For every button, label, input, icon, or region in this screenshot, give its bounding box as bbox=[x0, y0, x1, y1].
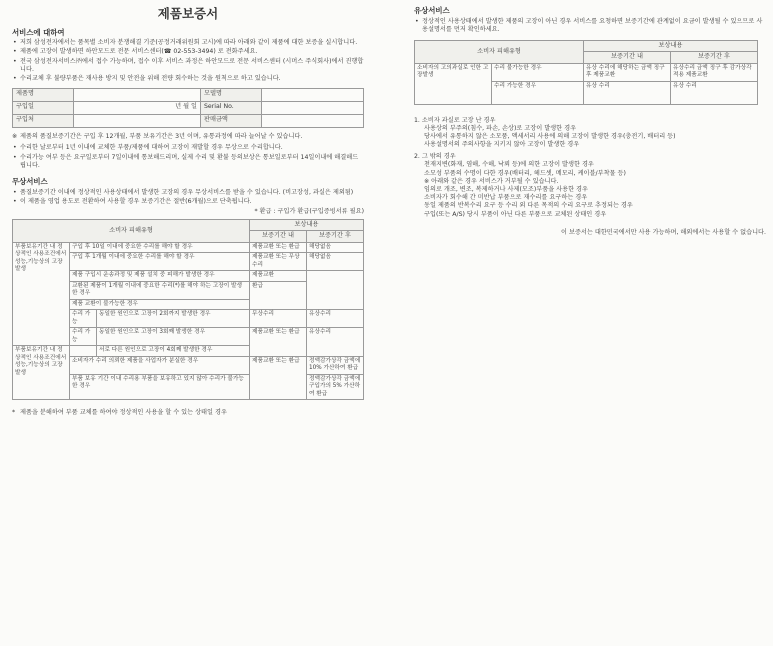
exclusion-line: 사용상의 부주의(침수, 파손, 손상)로 고장이 발생한 경우 bbox=[424, 124, 577, 132]
paid-service-heading: 유상서비스 bbox=[414, 6, 450, 15]
refund-note: * 환급 : 구입가 환급(구입증빙서류 필요) bbox=[254, 208, 364, 216]
service-bullet: • 제품에 고장이 발생하면 하안모드로 전문 서비스센터(☎ 02-553-3494) 로 전화주세요. bbox=[12, 48, 364, 56]
after-period-cell: 유상수리 금액 징구 후 감가상각 적용 제품교환 bbox=[671, 63, 758, 81]
repair-possible-cell: 수리 가능 bbox=[70, 310, 97, 328]
damage-type-cell: 동일한 원인으로 고장이 2회까지 발생한 경우 bbox=[97, 310, 250, 328]
left-column bbox=[12, 6, 364, 418]
after-period-cell bbox=[307, 271, 364, 310]
exclusion-item bbox=[414, 153, 766, 219]
exclusion-title: 2. 그 밖의 경우 bbox=[414, 153, 456, 161]
table-row bbox=[13, 102, 364, 115]
exclusion-line: 동일 제품의 반복수리 요구 등 수리 외 다른 목적의 수리 요구로 추정되는 경우 bbox=[424, 202, 633, 210]
sale-price-field[interactable] bbox=[262, 115, 364, 128]
header-after-period: 보증기간 후 bbox=[671, 52, 758, 63]
damage-type-cell: 구입 후 1개월 이내에 중요한 수리를 해야 할 경우 bbox=[70, 253, 250, 271]
damage-type-cell: 부품 보유 기간 이내 수리용 부품을 보유하고 있지 않아 수리가 불가능한 경우 bbox=[70, 374, 250, 400]
paid-service-bullet: • 정상적인 사용상태에서 발생한 제품의 고장이 아닌 경우 서비스를 요청하면 보증기간에 관계없이 요금이 발생될 수 있으므로 사용설명서를 먼저 확인하세요. bbox=[414, 18, 766, 34]
exclusion-line: 소모성 부품의 수명이 다한 경우(배터리, 헤드셋, 메모리, 케이블/부착물 등) bbox=[424, 169, 626, 177]
service-bullets bbox=[12, 39, 364, 83]
table-row bbox=[415, 41, 758, 52]
damage-type-cell: 수리 가능한 경우 bbox=[492, 81, 584, 104]
exclusion-line: 소비자가 회수해 간 미반납 부품으로 재수리를 요구하는 경우 bbox=[424, 194, 588, 202]
period-bullet: • 수리한 날로부터 1년 이내에 교체한 부품/제품에 대하여 고장이 재발할 경우 무상으로 수리합니다. bbox=[12, 144, 364, 152]
header-compensation: 보상내용 bbox=[584, 41, 758, 52]
within-period-cell: 제품교환 bbox=[250, 271, 307, 282]
free-service-bullets bbox=[12, 189, 364, 206]
damage-type-cell: 소비자가 수리 의뢰한 제품을 사업자가 분실한 경우 bbox=[70, 356, 250, 374]
after-period-cell: 해당없음 bbox=[307, 242, 364, 253]
purchase-info-table bbox=[12, 88, 364, 128]
domestic-use-note: 이 보증서는 대한민국에서만 사용 가능하며, 해외에서는 사용할 수 없습니다. bbox=[561, 228, 766, 236]
purchase-date-label: 구입일 bbox=[13, 102, 74, 115]
after-period-cell: 유상수리 bbox=[307, 310, 364, 328]
within-period-cell: 무상수리 bbox=[250, 310, 307, 328]
model-name-label: 모델명 bbox=[201, 89, 262, 102]
model-name-field[interactable] bbox=[262, 89, 364, 102]
header-damage-type: 소비자 피해유형 bbox=[13, 220, 250, 242]
service-heading: 서비스에 대하여 bbox=[12, 27, 65, 37]
group-label: 소비자의 고의과실로 인한 고장발생 bbox=[415, 63, 492, 104]
left-footnote: * 제품을 분해하여 부품 교체를 하여야 정상적인 사용을 할 수 있는 상태일 경우 bbox=[12, 409, 364, 417]
within-period-cell: 유상 수리 bbox=[584, 81, 671, 104]
group-label: 부품보유기간 내 정상적인 사용조건에서 성능,기능상의 고장발생 bbox=[13, 242, 70, 346]
purchase-date-field[interactable]: 년 월 일 bbox=[74, 102, 201, 115]
header-damage-type: 소비자 피해유형 bbox=[415, 41, 584, 63]
free-service-bullet: • 품질보증기간 이내에 정상적인 사용상태에서 발생한 고장의 경우 무상서비스를 받을 수 있습니다. (비고장성, 과실은 제외됨) bbox=[12, 189, 364, 197]
paid-service-bullets bbox=[414, 18, 766, 34]
repair-possible-cell bbox=[70, 346, 97, 357]
within-period-cell: 환급 bbox=[250, 281, 307, 310]
service-bullet: • 수리교체 후 불량부품은 재사용 방지 및 안전을 위해 전량 회수하는 것을 원칙으로 하고 있습니다. bbox=[12, 75, 364, 83]
exclusion-line: 사용설명서의 주의사항을 지키지 않아 고장이 발생한 경우 bbox=[424, 141, 580, 149]
after-period-cell: 유상 수리 bbox=[671, 81, 758, 104]
header-after-period: 보증기간 후 bbox=[307, 231, 364, 242]
exclusion-line: ※ 아래와 같은 경우 서비스가 거부될 수 있습니다. bbox=[424, 177, 559, 185]
product-name-label: 제품명 bbox=[13, 89, 74, 102]
exclusion-item bbox=[414, 117, 766, 150]
damage-type-cell: 제품 교환이 불가능한 경우 bbox=[70, 299, 250, 310]
page-title: 제품보증서 bbox=[157, 6, 219, 21]
header-within-period: 보증기간 내 bbox=[250, 231, 307, 242]
exclusion-line: 구입(또는 A/S) 당시 부품이 아닌 다른 부품으로 교체된 상태인 경우 bbox=[424, 210, 607, 218]
after-period-cell: 해당없음 bbox=[307, 253, 364, 271]
within-period-cell: 제품교환 또는 환급 bbox=[250, 356, 307, 400]
exclusion-line: 임의로 개조, 변조, 복제하거나 사제(모조)부품을 사용한 경우 bbox=[424, 186, 589, 194]
service-bullet: • 전국 삼성전자서비스㈜에서 접수 가능하며, 접수 이후 서비스 과정은 하안모드로 전문 서비스센터 (시머스 주식회사)에서 진행합니다. bbox=[12, 58, 364, 74]
damage-type-cell: 동일한 원인으로 고장이 3회째 발생한 경우 bbox=[97, 328, 250, 346]
sale-price-label: 판매금액 bbox=[201, 115, 262, 128]
damage-type-cell: 제품 구입시 운송과정 및 제품 설치 중 피해가 발생한 경우 bbox=[70, 271, 250, 282]
repair-possible-cell: 수리 가능 bbox=[70, 328, 97, 346]
period-bullets bbox=[12, 144, 364, 170]
table-row bbox=[13, 242, 364, 253]
header-within-period: 보증기간 내 bbox=[584, 52, 671, 63]
table-row bbox=[415, 63, 758, 81]
after-period-cell: 유상수리 bbox=[307, 328, 364, 357]
after-period-cell: 정액감가상각 금액에 10% 가산하여 환급 bbox=[307, 356, 364, 374]
table-row bbox=[13, 220, 364, 231]
damage-type-cell: 구입 후 10일 이내에 중요한 수리를 해야 할 경우 bbox=[70, 242, 250, 253]
serial-no-label: Serial No. bbox=[201, 102, 262, 115]
free-service-heading: 무상서비스 bbox=[12, 176, 48, 186]
free-service-bullet: • 이 제품을 영업 용도로 전환하여 사용할 경우 보증기간은 절반(6개월)으로 단축됩니다. bbox=[12, 198, 364, 206]
table-row bbox=[13, 89, 364, 102]
place-of-purchase-label: 구입처 bbox=[13, 115, 74, 128]
right-column bbox=[414, 6, 766, 237]
header-compensation: 보상내용 bbox=[250, 220, 364, 231]
damage-type-cell: 교환된 제품이 1개월 이내에 중요한 수리(*)를 해야 하는 고장이 발생한 경우 bbox=[70, 281, 250, 299]
product-name-field[interactable] bbox=[74, 89, 201, 102]
table-row bbox=[13, 115, 364, 128]
place-of-purchase-field[interactable] bbox=[74, 115, 201, 128]
compensation-table bbox=[12, 219, 364, 400]
warranty-period-note: ※ 제품의 품질보증기간은 구입 후 12개월, 부품 보유기간은 3년 이며, 유통과정에 따라 늘어날 수 있습니다. bbox=[12, 133, 364, 141]
period-bullet: • 수리가능 여부 등은 요구일로부터 7일이내에 통보해드리며, 실제 수리 및 환불 등의보상은 통보일로부터 14일이내에 해결해드립니다. bbox=[12, 154, 364, 170]
exclusion-list bbox=[414, 117, 766, 219]
within-period-cell: 제품교환 또는 환급 bbox=[250, 242, 307, 253]
group-label: 부품보유기간 내 정상적인 사용조건에서 성능,기능상의 고장발생 bbox=[13, 346, 70, 400]
exclusion-line: 천재지변(화재, 염해, 수해, 낙뢰 등)에 의한 고장이 발생한 경우 bbox=[424, 161, 594, 169]
paid-service-table bbox=[414, 40, 758, 104]
within-period-cell: 유상 수리에 해당하는 금액 징구 후 제품교환 bbox=[584, 63, 671, 81]
after-period-cell: 정액감가상각 금액에 구입가의 5% 가산하여 환급 bbox=[307, 374, 364, 400]
within-period-cell: 제품교환 또는 무상수리 bbox=[250, 253, 307, 271]
exclusion-title: 1. 소비자 과실로 고장 난 경우 bbox=[414, 116, 496, 124]
service-bullet: • 저희 삼성전자에서는 품목별 소비자 분쟁해결 기준(공정거래위원회 고시)에 따라 아래와 같이 제품에 대한 보증을 실시합니다. bbox=[12, 39, 364, 47]
damage-type-cell: 수리 불가능한 경우 bbox=[492, 63, 584, 81]
within-period-cell: 제품교환 또는 환급 bbox=[250, 328, 307, 357]
serial-no-field[interactable] bbox=[262, 102, 364, 115]
exclusion-line: 당사에서 유통하지 않은 소모품, 액세서리 사용에 의해 고장이 발생한 경우(충전기, 배터리 등) bbox=[424, 132, 676, 140]
damage-type-cell: 서로 다른 원인으로 고장이 4회째 발생한 경우 bbox=[97, 346, 250, 357]
